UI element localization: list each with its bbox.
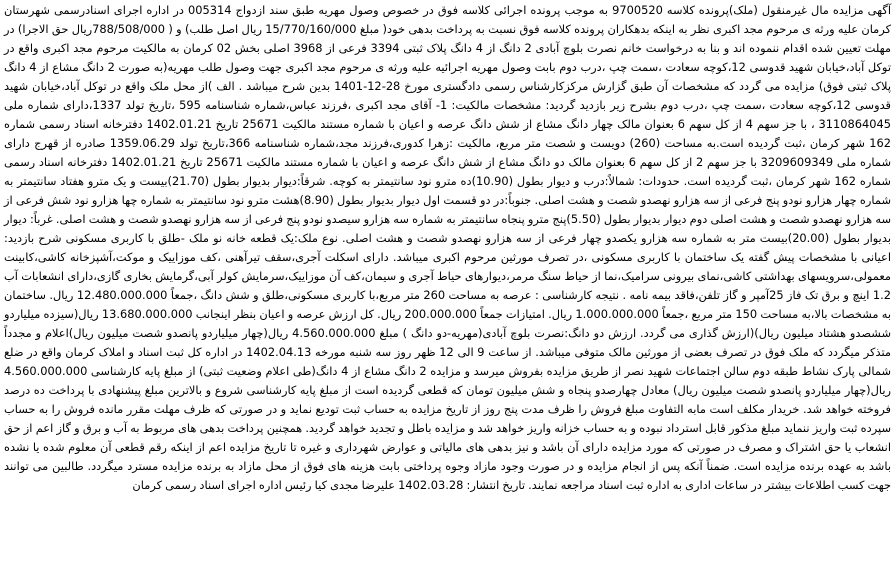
auction-notice-text: آگهی مزایده مال غیرمنقول (ملک)پرونده کلاسه 9700520 به موجب پرونده اجرائی کلاسه فوق در خصوص وصول مهریه طبق سند ازدواج 005314 در اداره اجرای اسنادرسمی شهرستان کرمان علیه ورثه ی مرحوم مجد اکبری نظر به اینکه بدهکاران پرونده کلاسه فوق نسبت به پرداخت بدهی خود( مبلغ 15/770/160/000 ریال اصل طلب) و ( 788/508/000ریال حق الاجرا) در مهلت تعیین شده اقدام ننموده اند و بنا به درخواست خانم نصرت بلوچ آبادی 2 دانگ از 4 دانگ پلاک ثبتی 3394 فرعی از 3968 اصلی بخش 02 کرمان به مالکیت مرحوم مجد اکبری واقع در توکل آباد،خیابان شهید قدوسی 12،کوچه سعادت ،سمت چپ ،درب دوم بابت وصول مهریه اجرائیه علیه ورثه ی مرحوم مجد اکبری جهت وصول طلب مهریه(به صورت 2 دانگ مشاع از 4 دانگ پلاک ثبتی فوق) مزایده می گردد که مشخصات آن طبق گزارش مرکزکارشناس رسمی دادگستری مورخ 28-12-1401 بدین شرح میباشد . الف )از محل ملک واقع در توکل آباد،خیابان شهید قدوسی 12،کوچه سعادت ،سمت چپ ،درب دوم بشرح زیر بازدید گردید: مشخصات مالکیت: 1- آقای مجد اکبری ،فرزند عباس،شماره شناسنامه 595 ،تاریخ تولد 1337،دارای شماره ملی 3110864045 ، با جز سهم 4 از کل سهم 6 بعنوان مالک چهار دانگ مشاع از شش دانگ عرصه و اعیان با شماره مستند مالکیت 25671 تاریخ 1402.01.21 دفترخانه اسناد رسمی شماره 162 شهر کرمان ،ثبت گردیده است.به مساحت (260) دویست و شصت متر مربع، مالکیت :زهرا کدوری،فرزند مجد،شماره شناسنامه 366،تاریخ تولد 1359.06.29 صادره از قهرج دارای شماره ملی 3209609349 با جز سهم 2 از کل سهم 6 بعنوان مالک دو دانگ مشاع از شش دانگ عرصه و اعیان با شماره مستند مالکیت 25671 تاریخ 1402.01.21 دفترخانه اسناد رسمی شماره 162 شهر کرمان ،ثبت گردیده است. حدودات: شمالاً:درب و دیوار بطول (10.90)ده مترو نود سانتیمتر به کوچه. شرقاً:دیوار بدیوار بطول (21.70)بیست و یک مترو هفتاد سانتیمتر به شماره چهار هزارو نودو پنج فرعی از سه هزارو نهصدو شصت و هشت اصلی. جنوباً:در دو قسمت اول دیوار بدیوار بطول (8.90)هشت مترو نود سانتیمتر به شماره چها هزارو نود شش فرعی از سه هزارو نهصدو شصت و هشت اصلی دوم دیوار بدیوار بطول (5.50)پنج مترو پنجاه سانتیمتر به شماره سه هزارو سیصدو نودو پنج فرعی از سه هزارو نهصدو شصت و هشت اصلی. غرباً: دیوار بدیوار بطول (20.00)بیست متر به شماره سه هزارو یکصدو چهار فرعی از سه هزارو نهصدو شصت و هشت اصلی. نوع ملک:یک قطعه خانه نو ملک -طلق با کاربری مسکونی شرح بازدید: اعیانی با مشخصات پیش گفته یک ساختمان با کاربری مسکونی ،در تصرف مورثین مرحوم اکبری میباشد. دارای اسکلت آجری،سقف تیرآهنی ،کف موزاییک و موکت،آشپزخانه کاشی،کابینت معمولی،سرویسهای بهداشتی کاشی،نمای بیرونی سرامیک،نما از حیاط سنگ مرمر،دیوارهای حیاط آجری و سیمان،کف آن موزاییک،سرمایش کولر آبی،گرمایش بخاری گازی،دارای انشعابات آب 1.2 اینچ و برق تک فاز 25آمپر و گاز تلفن،فاقد بیمه نامه . نتیجه کارشناسی : عرصه به مساحت 260 متر مربع،با کاربری مسکونی،طلق و شش دانگ ،جمعاً 12.480.000.000 ریال. ساختمان به مشخصات بالا،به مساحت 150 متر مربع ،جمعاً 1.000.000.000 ریال. امتیازات جمعاً 200.000.000 ریال. کل ارزش عرصه و اعیان بنظر اینجانب 13.680.000.000 ریال(سیزده میلیاردو ششصدو هشتاد میلیون ریال)(ارزش گذاری می گردد. ارزش دو دانگ:نصرت بلوچ آبادی(مهریه-دو دانگ ) مبلغ 4.560.000.000 ریال(چهار میلیاردو پانصدو شصت میلیون ریال)اعلام و مجدداً متذکر میگردد که ملک فوق در تصرف بعضی از مورثین مالک متوفی میباشد. از ساعت 9 الی 12 ظهر روز سه شنبه مورخه 1402.04.13 در اداره کل ثبت اسناد و املاک کرمان واقع در ضلع شمالی پارک نشاط طبقه دوم سالن اجتماعات شهید نصر از طریق مزایده بفروش میرسد و مزایده 2 دانگ مشاع از 4 دانگ(طی اعلام وضعیت ثبتی) از مبلغ پایه کارشناسی 4.560.000.000 ریال(چهار میلیاردو پانصدو شصت میلیون ریال) معادل چهارصدو پنجاه و شش میلیون تومان که قطعی گردیده است از مبلغ پایه کارشناسی شروع و بالاترین مبلغ پیشنهادی با پرداخت ده درصد فروخته خواهد شد. خریدار مکلف است مابه التفاوت مبلغ فروش را ظرف مدت پنج روز از تاریخ مزایده به حساب ثبت تودیع نماید و در صورتی که ظرف مهلت مقرر مانده فروش را به حساب سپرده ثبت واریز ننماید مبلغ مذکور قابل استرداد نبوده و به حساب خزانه واریز خواهد شد و مزایده باطل و تجدید خواهد گردید. همچنین پرداخت بدهی های مربوط به آب و برق و گاز اعم از حق انشعاب یا حق اشتراک و مصرف در صورتی که مورد مزایده دارای آن باشد و نیز بدهی های مالیاتی و عوارض شهرداری و غیره تا تاریخ مزایده اعم از اینکه رقم قطعی آن معلوم شده یا نشده باشد به عهده برنده مزایده است. ضمناً آنکه پس از انجام مزایده و در صورت وجود مازاد وجوه پرداختی بابت هزینه های فوق از محل مازاد به برنده مزایده مسترد میگردد. طالبین می توانند جهت کسب اطلاعات بیشتر در ساعات اداری به اداره ثبت اسناد مراجعه نمایند. تاریخ انتشار: 1402.03.28 علیرضا مجدی کیا رئیس اداره اجرای اسناد رسمی کرمان <box>4 3 892 492</box>
